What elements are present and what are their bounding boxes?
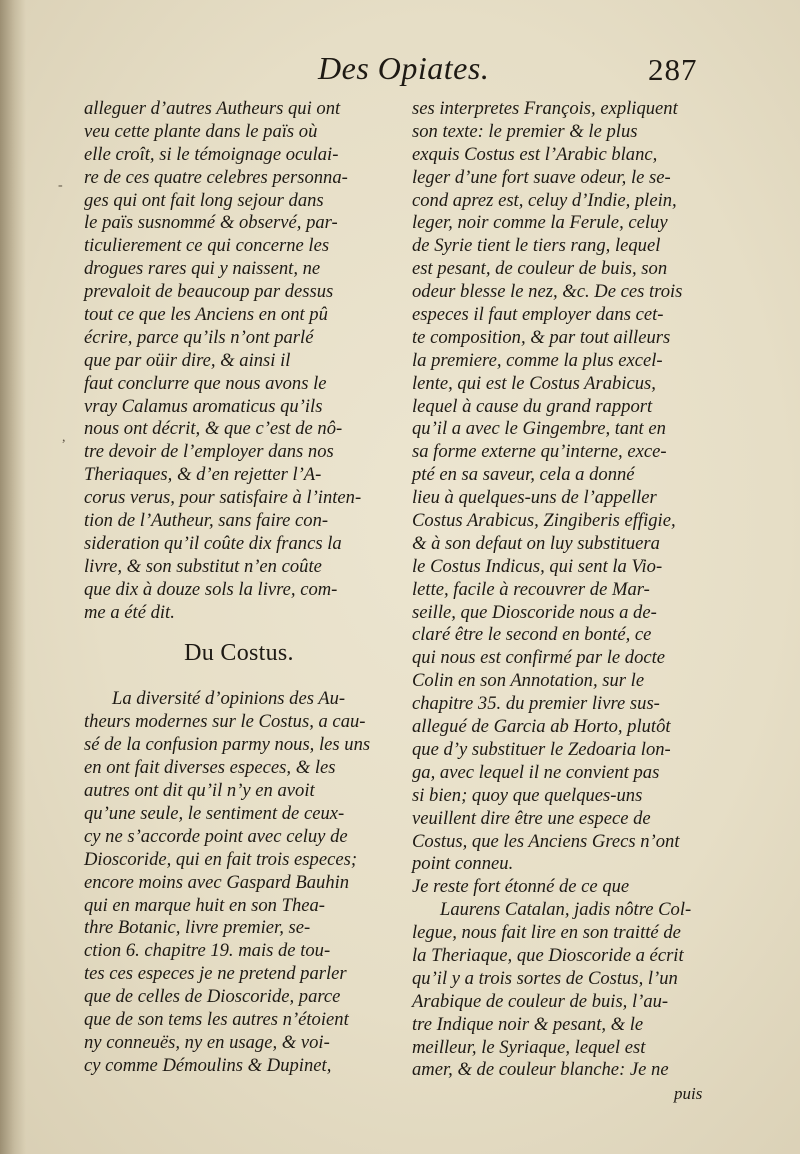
text-line: theurs modernes sur le Costus, a cau- [84, 711, 366, 733]
text-line: que de celles de Dioscoride, parce [84, 986, 341, 1008]
text-line: ses interpretes François, expliquent [412, 98, 678, 119]
text-line: qu’il a avec le Gingembre, tant en [412, 418, 666, 440]
text-line: que d’y substituer le Zedoaria lon- [412, 738, 671, 760]
text-line: autres ont dit qu’il n’y en avoit [84, 780, 315, 802]
binding-shadow [0, 0, 26, 1154]
text-line: ticulierement ce qui concerne les [84, 235, 330, 257]
text-line: leger d’une fort suave odeur, le se- [412, 166, 671, 188]
text-line: te composition, & par tout ailleurs [412, 326, 671, 348]
text-line: ga, avec lequel il ne convient pas [412, 761, 660, 783]
text-line: claré être le second en bonté, ce [412, 624, 652, 646]
text-line: odeur blesse le nez, &c. De ces trois [412, 281, 683, 303]
text-line: ction 6. chapitre 19. mais de tou- [84, 940, 331, 962]
text-line: seille, que Dioscoride nous a de- [412, 601, 657, 623]
text-line: nous ont décrit, & que c’est de nô- [84, 418, 343, 440]
text-line: que par oüir dire, & ainsi il [84, 349, 291, 371]
text-line: qui nous est confirmé par le docte [412, 647, 666, 669]
text-line: livre, & son substitut n’en coûte [84, 555, 322, 577]
text-line: si bien; quoy que quelques-uns [412, 784, 643, 806]
text-line: Costus, que les Anciens Grecs n’ont [412, 830, 680, 852]
text-line: exquis Costus est l’Arabic blanc, [412, 143, 658, 165]
text-line: chapitre 35. du premier livre sus- [412, 693, 660, 715]
text-line: ges qui ont fait long sejour dans [84, 189, 324, 211]
text-line: & à son defaut on luy substituera [412, 532, 660, 554]
text-line: allegué de Garcia ab Horto, plutôt [412, 716, 671, 738]
text-line: de Syrie tient le tiers rang, lequel [412, 235, 661, 257]
text-line: point conneu. [412, 853, 514, 875]
text-line: tout ce que les Anciens en ont pû [84, 304, 328, 326]
text-line: vray Calamus aromaticus qu’ils [84, 395, 323, 417]
text-line: sa forme externe qu’interne, exce- [412, 441, 667, 463]
text-line: amer, & de couleur blanche: Je ne [412, 1059, 669, 1081]
text-line: prevaloit de beaucoup par dessus [84, 281, 334, 303]
text-line: me a été dit. [84, 601, 175, 623]
text-line: meilleur, le Syriaque, lequel est [412, 1036, 646, 1058]
running-title: Des Opiates. [318, 50, 490, 86]
text-line: écrire, parce qu’ils n’ont parlé [84, 326, 314, 348]
text-line: ny conneuës, ny en usage, & voi- [84, 1031, 330, 1053]
catchword: puis [674, 1084, 703, 1103]
text-line: La diversité d’opinions des Au- [112, 688, 346, 710]
text-line: Laurens Catalan, jadis nôtre Col- [440, 899, 692, 921]
text-line: qu’il y a trois sortes de Costus, l’un [412, 967, 678, 989]
right-text-column [412, 98, 730, 1082]
text-line: que dix à douze sols la livre, com- [84, 578, 338, 600]
text-line: encore moins avec Gaspard Bauhin [84, 871, 350, 893]
page-number: 287 [648, 52, 698, 87]
text-line: que de son tems les autres n’étoient [84, 1008, 349, 1030]
text-line: faut conclurre que nous avons le [84, 372, 327, 394]
text-line: corus verus, pour satisfaire à l’inten- [84, 487, 362, 509]
text-line: leger, noir comme la Ferule, celuy [412, 212, 668, 234]
text-line: veu cette plante dans le païs où [84, 120, 318, 142]
text-line: sé de la confusion parmy nous, les uns [84, 734, 371, 756]
text-line: Je reste fort étonné de ce que [412, 876, 630, 898]
text-line: cy comme Démoulins & Dupinet, [84, 1054, 332, 1076]
text-line: tre devoir de l’employer dans nos [84, 441, 334, 463]
text-line: lieu à quelques-uns de l’appeller [412, 487, 657, 509]
text-line: elle croît, si le témoignage oculai- [84, 143, 339, 165]
text-line: sideration qu’il coûte dix francs la [84, 532, 342, 554]
text-line: Arabique de couleur de buis, l’au- [412, 990, 669, 1012]
text-line: tion de l’Autheur, sans faire con- [84, 510, 329, 532]
text-line: re de ces quatre celebres personna- [84, 166, 348, 188]
text-line: en ont fait diverses especes, & les [84, 757, 336, 779]
text-line: le païs susnommé & observé, par- [84, 212, 338, 234]
text-line: tre Indique noir & pesant, & le [412, 1013, 644, 1035]
text-line: Theriaques, & d’en rejetter l’A- [84, 464, 322, 486]
text-line: lequel à cause du grand rapport [412, 395, 653, 417]
text-line: veuillent dire être une espece de [412, 807, 651, 829]
text-line: Colin en son Annotation, sur le [412, 670, 645, 692]
text-line: la premiere, comme la plus excel- [412, 349, 663, 371]
left-column-paragraph [84, 98, 394, 624]
text-line: la Theriaque, que Dioscoride a écrit [412, 944, 684, 966]
margin-dash-mark: - [58, 178, 63, 193]
text-line: son texte: le premier & le plus [412, 120, 638, 142]
left-text-column [84, 98, 394, 1078]
text-line: est pesant, de couleur de buis, son [412, 258, 668, 280]
text-line: pté en sa saveur, cela a donné [412, 464, 635, 486]
text-line: alleguer d’autres Autheurs qui ont [84, 98, 341, 119]
text-line: Dioscoride, qui en fait trois especes; [84, 848, 358, 870]
left-column-paragraph-costus [84, 688, 394, 1077]
text-line: lette, facile à recouvrer de Mar- [412, 578, 650, 600]
text-line: cy ne s’accorde point avec celuy de [84, 825, 348, 847]
text-line: qui en marque huit en son Thea- [84, 894, 326, 916]
margin-tick-mark: , [62, 430, 66, 445]
text-line: especes il faut employer dans cet- [412, 304, 664, 326]
text-line: le Costus Indicus, qui sent la Vio- [412, 555, 663, 577]
section-heading: Du Costus. [184, 640, 294, 667]
text-line: legue, nous fait lire en son traitté de [412, 922, 681, 944]
text-line: qu’une seule, le sentiment de ceux- [84, 802, 345, 824]
text-line: drogues rares qui y naissent, ne [84, 258, 321, 280]
text-line: tes ces especes je ne pretend parler [84, 963, 347, 985]
text-line: lente, qui est le Costus Arabicus, [412, 372, 656, 394]
text-line: thre Botanic, livre premier, se- [84, 917, 311, 939]
text-line: Costus Arabicus, Zingiberis effigie, [412, 510, 676, 532]
text-line: cond aprez est, celuy d’Indie, plein, [412, 189, 677, 211]
